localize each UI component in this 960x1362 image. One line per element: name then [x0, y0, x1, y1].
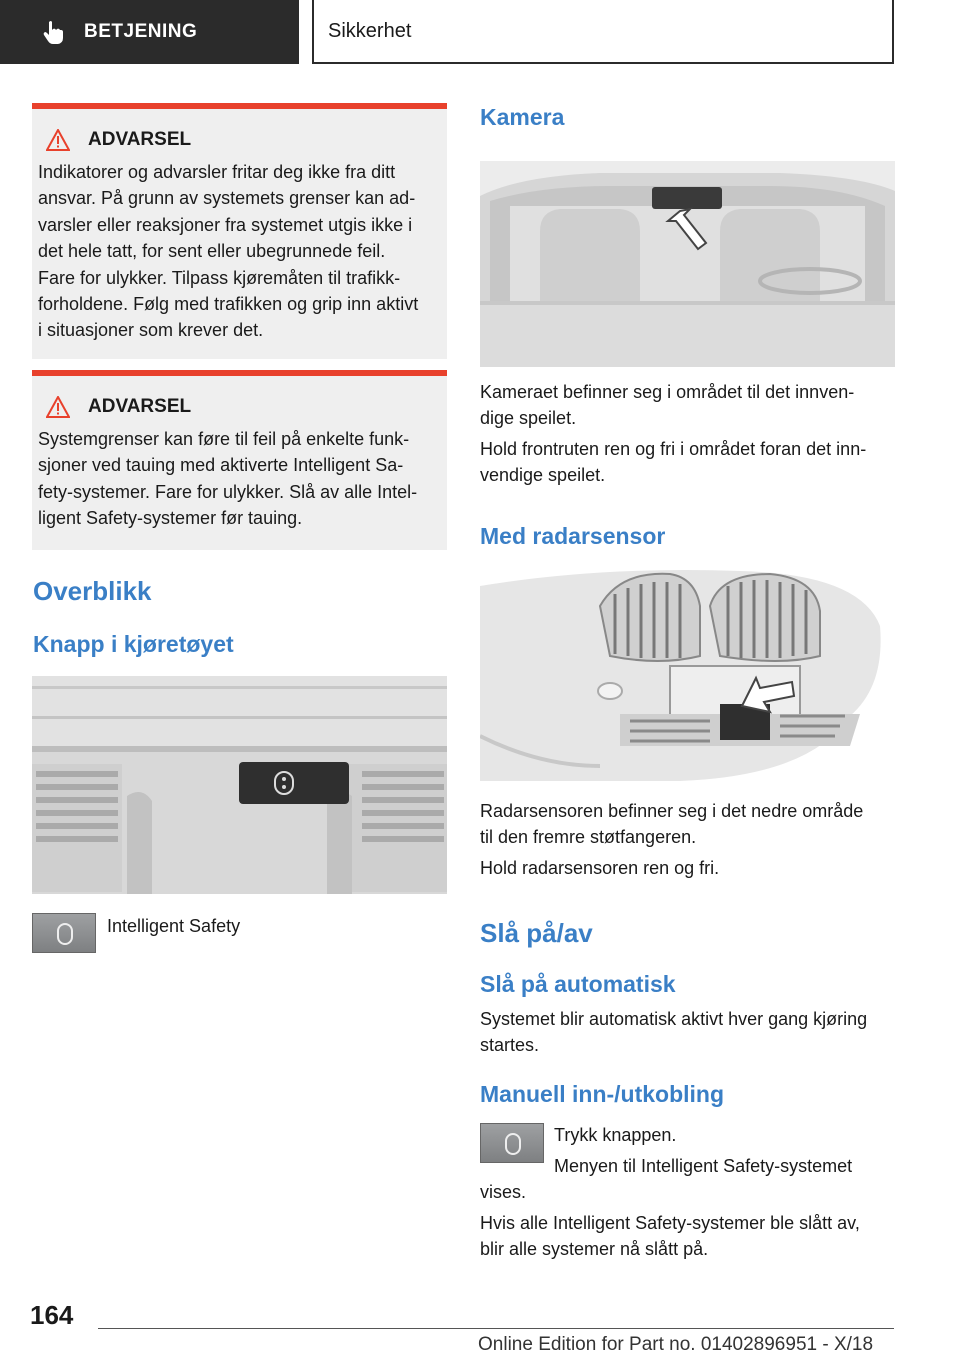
dashboard-button-image	[32, 676, 447, 894]
manual-menu-text-cont: vises.	[480, 1182, 527, 1202]
button-caption: Intelligent Safety	[107, 916, 241, 936]
section-title: Sikkerhet	[312, 0, 894, 64]
camera-clean-text: Hold frontruten ren og fri i området foran det inn- vendige speilet.	[480, 439, 867, 485]
touch-hand-icon	[40, 19, 66, 45]
overview-heading: Overblikk	[33, 576, 152, 606]
radar-image	[480, 566, 895, 786]
page-number: 164	[30, 1300, 74, 1330]
radar-location-text: Radarsensoren befinner seg i det nedre område til den fremre støtfangeren.	[480, 801, 864, 847]
camera-location-text: Kameraet befinner seg i området til det innven- dige speilet.	[480, 382, 855, 428]
warning-text: Systemgrenser kan føre til feil på enkelte funk- sjoner ved tauing med aktiverte Intelligent Sa- fety-systemer. Fare for ulykker. Slå av alle Intel- ligent Safety-systemer før tauing.	[38, 429, 418, 529]
warning-title: ADVARSEL	[88, 129, 192, 150]
auto-text: Systemet blir automatisk aktivt hver gang kjøring startes.	[480, 1009, 868, 1055]
manual-press-text: Trykk knappen.	[554, 1125, 677, 1145]
radar-heading: Med radarsensor	[480, 523, 666, 549]
warning-triangle-icon	[46, 396, 70, 418]
button-heading: Knapp i kjøretøyet	[33, 631, 234, 657]
warning-box	[32, 103, 447, 359]
intelligent-safety-button-icon	[32, 913, 96, 953]
intelligent-safety-button-icon	[480, 1123, 544, 1163]
manual-heading: Manuell inn-/utkobling	[480, 1081, 725, 1107]
manual-reset-text: Hvis alle Intelligent Safety-systemer ble slått av, blir alle systemer nå slått på.	[480, 1213, 860, 1259]
onoff-heading: Slå på/av	[480, 918, 593, 948]
footer-edition: Online Edition for Part no. 01402896951 - X/18	[478, 1334, 874, 1355]
warning-triangle-icon	[46, 129, 70, 151]
radar-clean-text: Hold radarsensoren ren og fri.	[480, 858, 720, 878]
footer-divider	[98, 1328, 894, 1329]
chapter-label: BETJENING	[84, 21, 198, 42]
warning-title: ADVARSEL	[88, 396, 192, 417]
camera-image	[480, 161, 895, 367]
auto-heading: Slå på automatisk	[480, 971, 676, 997]
camera-heading: Kamera	[480, 104, 565, 130]
manual-menu-text: Menyen til Intelligent Safety-systemet	[554, 1156, 853, 1176]
warning-text: Indikatorer og advarsler fritar deg ikke fra ditt ansvar. På grunn av systemets grenser kan ad- varsler eller reaksjoner fra systemet utgis ikke i det hele tatt, for sent eller ubegrunnede feil. Fare for ulykker. Tilpass kjøremåten til trafikk- forholdene. Følg med trafikken og grip inn aktivt i situasjoner som krever det.	[38, 162, 419, 341]
warning-box	[32, 370, 447, 550]
chapter-tab	[0, 0, 299, 64]
